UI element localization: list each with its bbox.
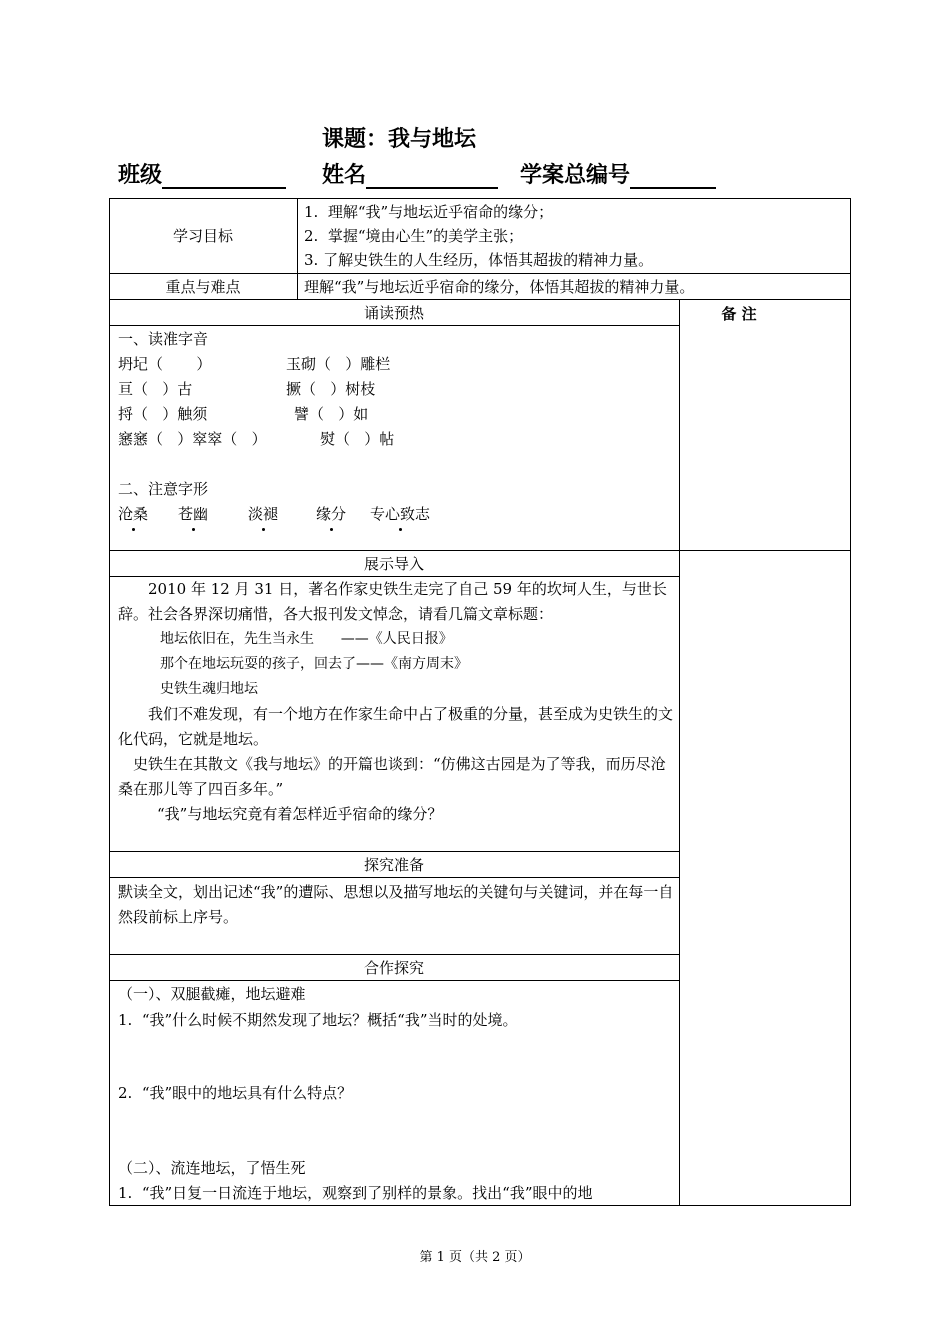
glyph-word: 苍幽 [178, 502, 208, 527]
name-blank[interactable] [366, 163, 498, 189]
divider [109, 954, 680, 955]
objective-item: 3. 了解史铁生的人生经历，体悟其超拔的精神力量。 [304, 251, 654, 269]
intro-paragraph: 2010 年 12 月 31 日，著名作家史铁生走完了自己 59 年的坎坷人生，与世长辞。社会各界深切痛惜，各大报刊发文悼念，请看几篇文章标题： [118, 580, 667, 623]
intro-paragraph: 史铁生在其散文《我与地坛》的开篇也谈到：“仿佛这古园是为了等我，而历尽沧桑在那儿等了四百多年。” [118, 755, 666, 798]
objectives-label: 学习目标 [172, 227, 233, 245]
number-label: 学案总编号 [520, 163, 631, 188]
number-field[interactable] [520, 158, 716, 189]
objective-item: 1. 理解“我”与地坛近乎宿命的缘分； [304, 203, 554, 221]
article-title-quote: 那个在地坛玩耍的孩子，回去了——《南方周末》 [160, 656, 468, 672]
intro-paragraph: 我们不难发现，有一个地方在作家生命中占了极重的分量，甚至成为史铁生的文化代码，它就是地坛。 [118, 705, 674, 748]
section-title-preparation: 探究准备 [363, 856, 424, 874]
question-item: 2. “我”眼中的地坛具有什么特点？ [118, 1084, 353, 1102]
subheading-pronunciation: 一、读准字音 [118, 330, 209, 348]
part-heading: （一）、双腿截瘫，地坛避难 [118, 985, 306, 1003]
glyph-word: 沧桑 [118, 502, 148, 527]
answer-space[interactable] [118, 1107, 674, 1155]
key-points-label: 重点与难点 [165, 278, 241, 296]
page-title: 课题：我与地坛 [322, 127, 477, 152]
divider [109, 851, 680, 852]
objectives-list [304, 200, 844, 272]
introduction-content [118, 577, 674, 827]
glyph-word: 缘分 [316, 502, 346, 527]
preparation-text: 默读全文，划出记述“我”的遭际、思想以及描写地坛的关键句与关键词，并在每一自然段前标上序号。 [118, 883, 674, 926]
number-blank[interactable] [630, 163, 716, 189]
divider [109, 980, 680, 981]
student-info-row [118, 158, 818, 188]
objective-item: 2. 掌握“境由心生”的美学主张； [304, 227, 524, 245]
section-title-recitation: 诵读预热 [363, 304, 424, 322]
class-blank[interactable] [162, 163, 286, 189]
page-footer: 第 1 页（共 2 页） [419, 1250, 531, 1265]
answer-space[interactable] [118, 1034, 674, 1078]
key-points-text: 理解“我”与地坛近乎宿命的缘分，体悟其超拔的精神力量。 [304, 278, 695, 296]
notes-label: 备 注 [721, 305, 757, 323]
pronunciation-item: 坍圮（ ） [118, 355, 212, 373]
name-label: 姓名 [322, 163, 367, 188]
divider [109, 550, 851, 551]
intro-paragraph: “我”与地坛究竟有着怎样近乎宿命的缘分？ [157, 805, 443, 823]
divider [109, 325, 680, 326]
part-heading: （二）、流连地坛，了悟生死 [118, 1159, 306, 1177]
pronunciation-item: 譬（ ）如 [294, 405, 369, 423]
divider [679, 299, 680, 1206]
class-label: 班级 [118, 163, 163, 188]
pronunciation-item: 捋（ ）触须 [118, 405, 208, 423]
section-title-cooperation: 合作探究 [363, 959, 424, 977]
pronunciation-row [118, 352, 673, 377]
pronunciation-item: 熨（ ）帖 [320, 430, 395, 448]
recitation-content [118, 327, 673, 527]
section-title-introduction: 展示导入 [363, 555, 424, 573]
glyph-word: 淡褪 [248, 502, 278, 527]
question-item: 1. “我”日复一日流连于地坛，观察到了别样的景象。找出“我”眼中的地 [118, 1184, 593, 1202]
pronunciation-item: 玉砌（ ）雕栏 [286, 355, 391, 373]
divider [109, 877, 680, 878]
pronunciation-row [118, 377, 673, 402]
article-title-quote: 地坛依旧在，先生当永生 ——《人民日报》 [160, 631, 453, 647]
pronunciation-item: 窸窸（ ）窣窣（ ） [118, 430, 267, 448]
divider [109, 273, 851, 274]
divider [297, 198, 298, 300]
pronunciation-row [118, 427, 673, 452]
pronunciation-row [118, 402, 673, 427]
glyph-word: 专心致志 [370, 502, 430, 527]
question-item: 1. “我”什么时候不期然发现了地坛？概括“我”当时的处境。 [118, 1011, 518, 1029]
divider [109, 299, 851, 300]
subheading-glyphs: 二、注意字形 [118, 480, 209, 498]
glyph-words [118, 502, 673, 527]
article-title-quote: 史铁生魂归地坛 [160, 681, 258, 697]
pronunciation-item: 撅（ ）树枝 [286, 380, 376, 398]
pronunciation-item: 亘（ ）古 [118, 380, 193, 398]
class-field[interactable] [118, 158, 286, 189]
name-field[interactable] [322, 158, 498, 189]
